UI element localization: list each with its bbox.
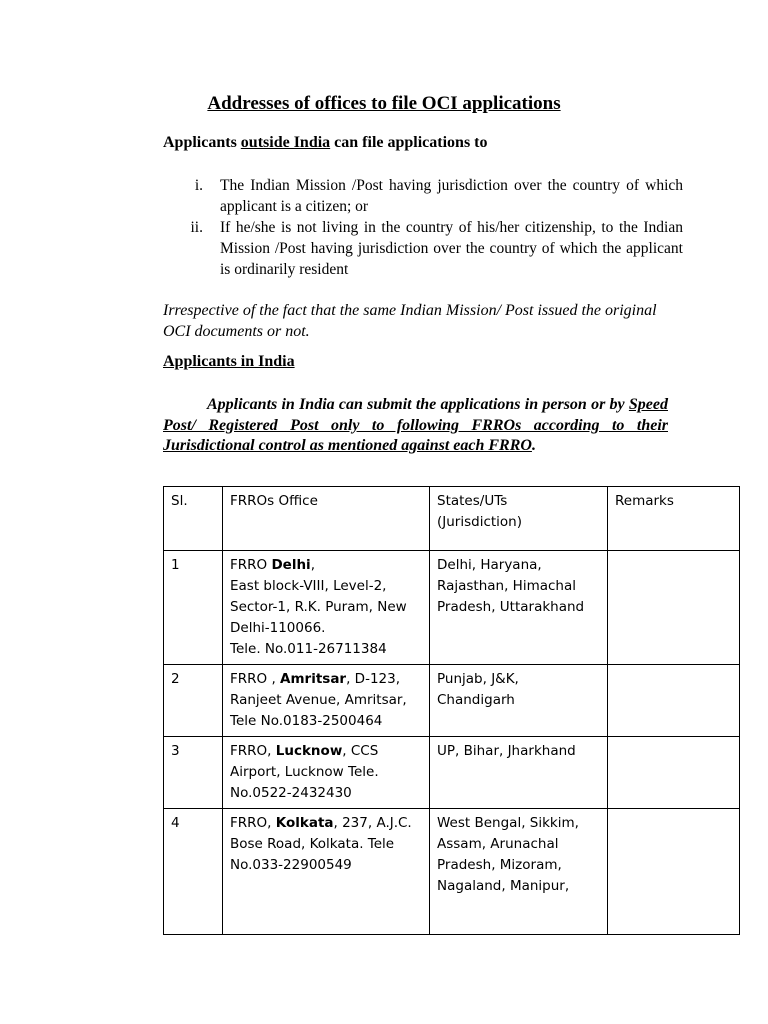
office-post: , D-123, (346, 671, 401, 687)
office-city: Kolkata (275, 815, 334, 831)
cell-office (223, 737, 430, 809)
header-remarks: Remarks (608, 487, 740, 551)
office-pre: FRRO, (230, 815, 276, 831)
office-address: East block-VIII, Level-2, Sector-1, R.K. Puram, New Delhi-110066. (230, 578, 407, 636)
applicants-in-india-heading: Applicants in India (163, 353, 295, 370)
office-city: Lucknow (275, 743, 343, 759)
cell-remarks (608, 737, 740, 809)
office-address: Airport, Lucknow Tele. (230, 764, 379, 780)
cell-sl: 3 (164, 737, 223, 809)
cell-sl: 4 (164, 809, 223, 935)
office-city: Amritsar (280, 671, 347, 687)
office-pre: FRRO (230, 557, 272, 573)
table-row (164, 737, 740, 809)
list-item-text: If he/she is not living in the country of his/her citizenship, to the Indian Mission /Post having jurisdiction over the country of which the applicant is ordinarily resident (220, 219, 683, 278)
cell-office (223, 665, 430, 737)
office-tele: No.0522-2432430 (230, 785, 352, 801)
jurisdiction-list (163, 175, 683, 280)
cell-office (223, 809, 430, 935)
office-address: Bose Road, Kolkata. Tele (230, 836, 395, 852)
india-para-plain: Applicants in India can submit the applications in person or by (207, 396, 629, 413)
irrespective-note: Irrespective of the fact that the same Indian Mission/ Post issued the original OCI documents or not. (163, 302, 657, 340)
header-office: FRROs Office (223, 487, 430, 551)
cell-sl: 2 (164, 665, 223, 737)
header-states (430, 487, 608, 551)
list-item (163, 175, 683, 217)
office-pre: FRRO, (230, 743, 276, 759)
cell-states: UP, Bihar, Jharkhand (430, 737, 608, 809)
outside-suffix: can file applications to (330, 134, 488, 151)
office-city: Delhi (271, 557, 311, 573)
header-states-line2: (Jurisdiction) (437, 514, 523, 530)
list-item-number: ii. (190, 219, 203, 236)
office-post: , (310, 557, 315, 573)
cell-states: Punjab, J&K, Chandigarh (430, 665, 608, 737)
cell-remarks (608, 551, 740, 665)
list-item (163, 217, 683, 280)
office-address: Ranjeet Avenue, Amritsar, (230, 692, 407, 708)
cell-sl: 1 (164, 551, 223, 665)
outside-prefix: Applicants (163, 134, 241, 151)
office-pre: FRRO , (230, 671, 281, 687)
cell-remarks (608, 665, 740, 737)
cell-states: Delhi, Haryana, Rajasthan, Himachal Pradesh, Uttarakhand (430, 551, 608, 665)
table-row (164, 809, 740, 935)
cell-office (223, 551, 430, 665)
outside-india-heading (163, 134, 488, 152)
list-item-number: i. (194, 177, 203, 194)
table-header-row (164, 487, 740, 551)
cell-remarks (608, 809, 740, 935)
document-title: Addresses of offices to file OCI applications (207, 93, 561, 114)
office-tele: No.033-22900549 (230, 857, 352, 873)
india-para-underlined: Speed Post/ Registered Post only to following FRROs according to their Jurisdictional control as mentioned against each FRRO (163, 396, 668, 454)
list-item-text: The Indian Mission /Post having jurisdiction over the country of which applicant is a citizen; or (220, 177, 683, 215)
header-states-line1: States/UTs (437, 493, 508, 509)
india-para-end: . (531, 437, 536, 454)
office-post: , CCS (342, 743, 379, 759)
header-sl: Sl. (164, 487, 223, 551)
office-tele: Tele. No.011-26711384 (230, 641, 387, 657)
table-row (164, 551, 740, 665)
outside-underlined: outside India (240, 134, 331, 151)
table-row (164, 665, 740, 737)
frro-table (163, 486, 740, 935)
office-post: , 237, A.J.C. (333, 815, 412, 831)
office-tele: Tele No.0183-2500464 (230, 713, 383, 729)
india-submission-paragraph (163, 395, 668, 457)
cell-states: West Bengal, Sikkim, Assam, Arunachal Pradesh, Mizoram, Nagaland, Manipur, (430, 809, 608, 935)
